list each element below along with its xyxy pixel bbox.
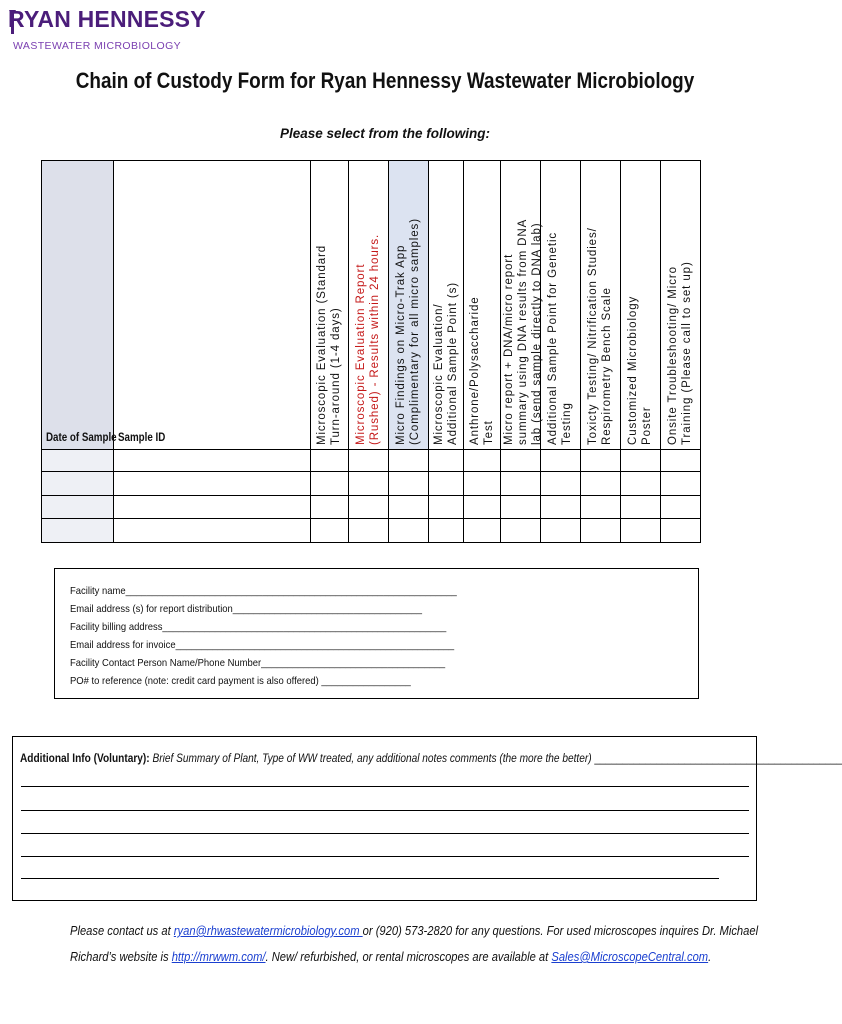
service-select-cell[interactable] bbox=[500, 495, 540, 518]
sample-id-cell[interactable] bbox=[113, 518, 310, 543]
additional-info-line[interactable] bbox=[21, 833, 749, 834]
service-select-cell[interactable] bbox=[500, 471, 540, 495]
additional-info-heading bbox=[20, 753, 842, 765]
contact-footer bbox=[70, 918, 759, 970]
contact-person-field[interactable]: Facility Contact Person Name/Phone Number___________________________________ bbox=[70, 657, 446, 669]
service-select-cell[interactable] bbox=[580, 449, 620, 471]
billing-address-field[interactable]: Facility billing address______________________________________________________ bbox=[70, 621, 447, 633]
logo-tagline: WASTEWATER MICROBIOLOGY bbox=[13, 40, 182, 52]
additional-info-prompt: Brief Summary of Plant, Type of WW treated, any additional notes comments (the more the better) bbox=[152, 753, 592, 765]
service-select-cell[interactable] bbox=[620, 495, 660, 518]
service-select-cell[interactable] bbox=[388, 518, 428, 543]
service-select-cell[interactable] bbox=[388, 471, 428, 495]
service-select-cell[interactable] bbox=[463, 471, 500, 495]
service-header-line: Training (Please call to set up) bbox=[681, 261, 693, 445]
service-header bbox=[432, 282, 460, 445]
service-header-line: Poster bbox=[641, 406, 653, 445]
service-header-line: summary using DNA results from DNA bbox=[517, 218, 529, 445]
footer-text: Please contact us at bbox=[70, 923, 174, 938]
page-title: Chain of Custody Form for Ryan Hennessy Wastewater Microbiology bbox=[75, 68, 695, 93]
service-select-cell[interactable] bbox=[540, 471, 580, 495]
service-header bbox=[546, 232, 574, 445]
footer-text: . New/ refurbished, or rental microscopes are available at bbox=[265, 949, 552, 964]
additional-info-line[interactable] bbox=[21, 810, 749, 811]
service-select-cell[interactable] bbox=[428, 495, 463, 518]
facility-name-field[interactable]: Facility name_______________________________________________________________ bbox=[70, 585, 457, 597]
sample-id-header: Sample ID bbox=[118, 432, 166, 444]
service-select-cell[interactable] bbox=[540, 495, 580, 518]
service-header-line: lab (send sample directly to DNA lab) bbox=[531, 222, 543, 445]
service-select-cell[interactable] bbox=[310, 518, 348, 543]
service-header-line: Micro report + DNA/micro report bbox=[503, 253, 515, 445]
service-select-cell[interactable] bbox=[620, 518, 660, 543]
service-header-line: Respirometry Bench Scale bbox=[601, 287, 613, 445]
sales-email-link[interactable]: Sales@MicroscopeCentral.com bbox=[551, 949, 709, 964]
service-header bbox=[666, 261, 694, 445]
service-select-cell[interactable] bbox=[500, 449, 540, 471]
service-header-line: Microscopic Evaluation Report bbox=[355, 263, 367, 445]
date-of-sample-header: Date of Sample bbox=[46, 432, 117, 444]
service-header-line: (Rushed) - Results within 24 hours. bbox=[369, 233, 381, 445]
service-select-cell[interactable] bbox=[660, 471, 700, 495]
service-select-cell[interactable] bbox=[500, 518, 540, 543]
service-select-cell[interactable] bbox=[388, 449, 428, 471]
service-header bbox=[586, 227, 614, 445]
footer-line-2 bbox=[70, 944, 712, 970]
service-select-cell[interactable] bbox=[660, 495, 700, 518]
service-select-cell[interactable] bbox=[348, 495, 388, 518]
service-header-line: Testing bbox=[561, 402, 573, 445]
service-select-cell[interactable] bbox=[660, 449, 700, 471]
service-select-cell[interactable] bbox=[310, 449, 348, 471]
service-header bbox=[315, 245, 343, 445]
footer-text: . bbox=[708, 949, 712, 964]
service-header-line: Onsite Troubleshooting/ Micro bbox=[667, 266, 679, 445]
service-select-cell[interactable] bbox=[428, 471, 463, 495]
logo-name: RYAN HENNESSY bbox=[8, 6, 206, 32]
service-select-cell[interactable] bbox=[580, 495, 620, 518]
service-header bbox=[394, 218, 422, 445]
service-header bbox=[468, 296, 496, 445]
service-header-line: Additional Sample Point (s) bbox=[446, 281, 459, 445]
service-select-cell[interactable] bbox=[463, 449, 500, 471]
service-select-cell[interactable] bbox=[428, 449, 463, 471]
additional-info-line[interactable] bbox=[21, 878, 719, 879]
company-logo bbox=[8, 6, 206, 56]
service-select-cell[interactable] bbox=[388, 495, 428, 518]
additional-info-box bbox=[12, 736, 842, 901]
service-select-cell[interactable] bbox=[428, 518, 463, 543]
service-header-line: Test bbox=[482, 420, 495, 445]
service-order-table bbox=[41, 160, 701, 544]
footer-text: or (920) 573-2820 for any questions. For used microscopes inquires Dr. Michael bbox=[362, 923, 759, 938]
service-select-cell[interactable] bbox=[620, 471, 660, 495]
service-select-cell[interactable] bbox=[540, 449, 580, 471]
sample-id-cell[interactable] bbox=[113, 471, 310, 495]
invoice-email-field[interactable]: Email address for invoice_____________________________________________________ bbox=[70, 639, 455, 651]
service-header-line: Anthrone/Polysaccharide bbox=[468, 296, 481, 445]
service-select-cell[interactable] bbox=[660, 518, 700, 543]
service-select-cell[interactable] bbox=[310, 495, 348, 518]
service-header bbox=[502, 219, 544, 445]
service-header-line: Turn-around (1-4 days) bbox=[330, 307, 342, 445]
service-header-line: Customized Microbiology bbox=[627, 295, 639, 445]
service-header-line: Microscopic Evaluation (Standard bbox=[316, 244, 328, 445]
additional-info-blank[interactable]: ____________________________________________ bbox=[594, 753, 842, 765]
additional-info-label: Additional Info (Voluntary): bbox=[20, 753, 150, 765]
service-select-cell[interactable] bbox=[348, 449, 388, 471]
service-header-line: Toxicty Testing/ Nitrification Studies/ bbox=[587, 227, 599, 445]
service-select-cell[interactable] bbox=[463, 495, 500, 518]
service-select-cell[interactable] bbox=[620, 449, 660, 471]
footer-line-1 bbox=[70, 918, 759, 944]
service-select-cell[interactable] bbox=[463, 518, 500, 543]
additional-info-line[interactable] bbox=[21, 786, 749, 787]
report-email-field[interactable]: Email address (s) for report distribution____________________________________ bbox=[70, 603, 423, 615]
service-header-line: Additional Sample Point for Genetic bbox=[547, 231, 559, 445]
sample-id-cell[interactable] bbox=[113, 495, 310, 518]
service-header-line: Micro Findings on Micro-Trak App bbox=[395, 244, 407, 445]
additional-info-line[interactable] bbox=[21, 856, 749, 857]
service-select-cell[interactable] bbox=[310, 471, 348, 495]
service-select-cell[interactable] bbox=[348, 518, 388, 543]
service-header-line: (Complimentary for all micro samples) bbox=[409, 218, 421, 445]
footer-text: Richard’s website is bbox=[70, 949, 172, 964]
mrwwm-website-link[interactable]: http://mrwwm.com/ bbox=[171, 949, 266, 964]
page-subtitle: Please select from the following: bbox=[279, 126, 491, 141]
contact-email-link[interactable]: ryan@rhwastewatermicrobiology.com bbox=[173, 923, 363, 938]
service-header bbox=[354, 234, 382, 445]
service-select-cell[interactable] bbox=[348, 471, 388, 495]
facility-info-box bbox=[54, 568, 699, 699]
service-header bbox=[626, 296, 654, 445]
service-select-cell[interactable] bbox=[540, 518, 580, 543]
po-number-field[interactable]: PO# to reference (note: credit card payment is also offered) _________________ bbox=[70, 675, 411, 687]
sample-id-cell[interactable] bbox=[113, 449, 310, 471]
service-select-cell[interactable] bbox=[580, 471, 620, 495]
service-header-line: Microscopic Evaluation/ bbox=[432, 303, 445, 445]
service-select-cell[interactable] bbox=[580, 518, 620, 543]
